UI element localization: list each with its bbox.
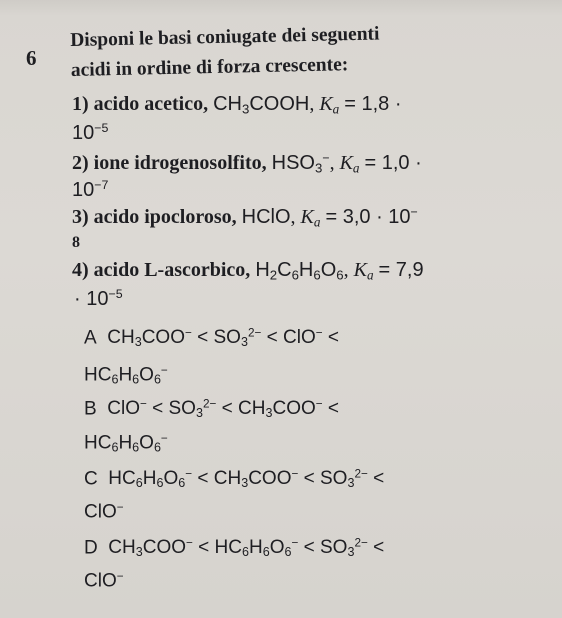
option-d[interactable] — [84, 537, 384, 560]
ka-symbol: $K_a$ — [339, 151, 360, 176]
option-d-continued: ClO− — [84, 570, 124, 592]
option-ordering: $ClO^- < SO_3^{2-} < CH_3COO^-$ < — [107, 398, 339, 421]
option-b-continued: $HC_6H_6O_6^-$ — [84, 432, 168, 455]
acid-item-1: 1) acido acetico, $CH_3COOH$, $K_a = 1,8$ · — [72, 93, 402, 117]
acid-3-exponent-continued: 8 — [72, 234, 80, 251]
ka-value: = 1,8 · — [344, 93, 402, 115]
question-number: 6 — [26, 46, 37, 70]
acid-item-4: 4) acido L-ascorbico, $H_2C_6H_6O_6$, $K_a = 7,9$ — [72, 259, 424, 283]
option-ordering: $HC_6H_6O_6^- < CH_3COO^- < SO_3^{2-}$ < — [108, 468, 385, 491]
ka-value: = 7,9 — [378, 259, 424, 281]
acid-item-3: 3) acido ipocloroso, HClO, $K_a = 3,0 \cdot 10^-$ — [72, 205, 418, 230]
acid-formula: $HSO_3^-$ — [271, 151, 330, 176]
ka-symbol: $K_a$ — [300, 205, 321, 230]
option-letter: A — [84, 327, 97, 349]
option-ordering: $CH_3COO^- < SO_3^{2-} < ClO^-$ < — [107, 327, 339, 350]
stem-line-1: Disponi le basi coniugate dei seguenti — [70, 23, 380, 51]
question-stem — [70, 21, 500, 81]
ka-symbol: $K_a$ — [353, 259, 374, 283]
acid-formula: $CH_3COOH$ — [213, 93, 310, 117]
option-c-continued: ClO− — [84, 501, 124, 523]
ka-value: = 1,0 · — [364, 151, 422, 174]
ka-symbol: $K_a$ — [319, 93, 340, 117]
previous-page-edge — [0, 0, 562, 16]
option-c[interactable] — [84, 468, 384, 491]
acid-2-exponent: $10^{-7}$ — [72, 178, 109, 201]
option-letter: D — [84, 537, 98, 559]
acid-item-2: 2) ione idrogenosolfito, $HSO_3^-$, $K_a = 1,0$ · — [72, 151, 422, 176]
acid-label: 1) acido acetico, — [72, 93, 209, 115]
option-letter: B — [84, 398, 97, 420]
acid-formula: $H_2C_6H_6O_6$ — [255, 259, 344, 283]
option-b[interactable] — [84, 398, 339, 421]
acid-label: 3) acido ipocloroso, — [72, 205, 237, 228]
acid-formula: HClO — [241, 205, 291, 228]
acid-label: 4) acido L-ascorbico, — [72, 259, 251, 281]
acid-label: 2) ione idrogenosolfito, — [72, 151, 267, 174]
stem-line-2: acidi in ordine di forza crescente: — [70, 54, 349, 81]
ka-exponent-sign: − — [410, 205, 418, 219]
option-ordering: $CH_3COO^- < HC_6H_6O_6^- < SO_3^{2-}$ < — [108, 537, 385, 560]
option-a-continued: $HC_6H_6O_6^-$ — [84, 364, 168, 387]
option-letter: C — [84, 468, 98, 490]
acid-4-exponent: · $10^{-5}$ — [74, 287, 123, 310]
acid-1-exponent: $10^{-5}$ — [72, 121, 109, 144]
ka-value: = 3,0 · 10 — [325, 205, 411, 228]
option-a[interactable] — [84, 327, 339, 350]
